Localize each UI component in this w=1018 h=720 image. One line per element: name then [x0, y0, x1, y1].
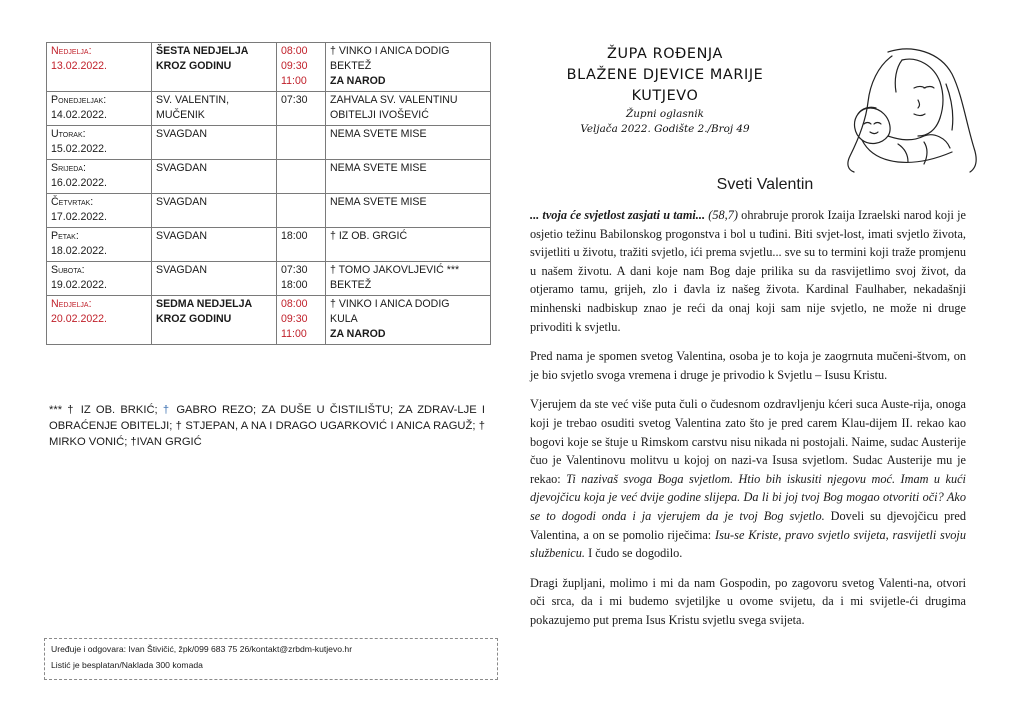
note-text-2: GABRO REZO; ZA DUŠE U ČISTILIŠTU; ZA ZDRAV-LJE I OBRAĆENJE OBITELJI; † STJEPAN, A NA I DRAGO UGARKOVIĆ I ANICA RAGUŽ; † MIRKO VONIĆ; †IVAN GRGIĆ	[49, 404, 485, 448]
article-paragraph-3	[530, 395, 966, 562]
liturgy-label: ŠESTA NEDJELJA	[156, 45, 249, 57]
schedule-row	[47, 126, 491, 160]
liturgy-cell	[152, 126, 277, 160]
liturgy-cell	[152, 194, 277, 228]
intention-text: ZA NAROD	[330, 75, 386, 87]
article-paragraph-4: Dragi župljani, molimo i mi da nam Gospodin, po zagovoru svetog Valenti-na, otvori oči srca, da i mi budemo svjetiljke u ovome svijetu, da i mi svijetle-ći drugima pokazujemo put prema Isus Kristu svjetlu svega svijeta.	[530, 575, 966, 627]
schedule-row	[47, 92, 491, 126]
weekday-label: Nedjelja:	[51, 45, 92, 57]
article-body	[530, 206, 966, 629]
valentine-prayer: Isu-se Kriste, pravo svjetlo svijeta, rasvijetli svoju službenicu.	[530, 527, 966, 561]
editor-line: Uređuje i odgovara: Ivan Štivičić, žpk/099 683 75 26/kontakt@zrbdm-kutjevo.hr	[51, 644, 353, 654]
day-cell	[47, 92, 152, 126]
liturgy-cell	[152, 262, 277, 296]
intention-text: BEKTEŽ	[330, 279, 372, 291]
weekday-label: Utorak:	[51, 128, 86, 140]
time-cell	[277, 92, 326, 126]
parish-header	[545, 44, 785, 137]
mass-intentions-note	[49, 402, 485, 450]
date-label: 15.02.2022.	[51, 143, 107, 155]
mass-time: 11:00	[281, 328, 307, 340]
intention-cell	[326, 43, 491, 92]
isaiah-reference: (58,7)	[705, 208, 738, 222]
liturgy-cell	[152, 92, 277, 126]
weekday-label: Četvrtak:	[51, 196, 94, 208]
time-cell	[277, 262, 326, 296]
mass-time: 07:30	[281, 94, 308, 106]
intention-text: OBITELJI IVOŠEVIĆ	[330, 109, 429, 121]
intention-text: NEMA SVETE MISE	[330, 196, 427, 208]
parish-name-line-2: BLAŽENE DJEVICE MARIJE	[566, 67, 764, 83]
liturgy-label: MUČENIK	[156, 109, 205, 121]
day-cell	[47, 296, 152, 345]
mass-time: 08:00	[281, 298, 308, 310]
liturgy-label: SVAGDAN	[156, 230, 208, 242]
liturgy-label: SVAGDAN	[156, 196, 208, 208]
print-run-line: Listić je besplatan/Naklada 300 komada	[51, 660, 203, 670]
date-label: 18.02.2022.	[51, 245, 107, 257]
schedule-row	[47, 160, 491, 194]
schedule-row	[47, 228, 491, 262]
intention-cell	[326, 92, 491, 126]
liturgy-label: SVAGDAN	[156, 128, 208, 140]
day-cell	[47, 262, 152, 296]
paragraph-3-text-e: I čudo se dogodilo.	[585, 546, 683, 561]
day-cell	[47, 160, 152, 194]
time-cell	[277, 228, 326, 262]
intention-text: ZAHVALA SV. VALENTINU	[330, 94, 458, 106]
day-cell	[47, 194, 152, 228]
mass-time: 07:30	[281, 264, 308, 276]
intention-text: NEMA SVETE MISE	[330, 128, 427, 140]
time-cell	[277, 43, 326, 92]
intention-cell	[326, 262, 491, 296]
date-label: 13.02.2022.	[51, 60, 107, 72]
mass-time: 11:00	[281, 75, 307, 87]
weekday-label: Srijeda:	[51, 162, 86, 174]
liturgy-label: SVAGDAN	[156, 162, 208, 174]
liturgy-label: SEDMA NEDJELJA	[156, 298, 253, 310]
weekday-label: Petak:	[51, 230, 79, 242]
weekday-label: Subota:	[51, 264, 85, 276]
isaiah-quote: ... tvoja će svjetlost zasjati u tami...	[530, 208, 706, 222]
day-cell	[47, 228, 152, 262]
schedule-row	[47, 262, 491, 296]
schedule-row	[47, 194, 491, 228]
intention-cell	[326, 126, 491, 160]
intention-cell	[326, 228, 491, 262]
mass-time: 09:30	[281, 313, 308, 325]
day-cell	[47, 43, 152, 92]
note-text-1: *** † IZ OB. BRKIĆ;	[49, 404, 163, 416]
intention-text: KULA	[330, 313, 358, 325]
mass-time: 18:00	[281, 279, 308, 291]
mass-time: 18:00	[281, 230, 308, 242]
paragraph-3-text-c: Doveli su djevojčicu pred Valentina, a on se pomolio riječima:	[530, 508, 966, 542]
parish-name-line-1: ŽUPA ROĐENJA	[607, 46, 723, 62]
date-label: 19.02.2022.	[51, 279, 107, 291]
parish-name-line-3: KUTJEVO	[631, 88, 699, 104]
weekday-label: Nedjelja:	[51, 298, 92, 310]
liturgy-cell	[152, 43, 277, 92]
intention-cell	[326, 160, 491, 194]
liturgy-cell	[152, 160, 277, 194]
liturgy-label: KROZ GODINU	[156, 313, 232, 325]
intention-text: † VINKO I ANICA DODIG	[330, 298, 450, 310]
madonna-and-child-icon	[828, 44, 980, 174]
time-cell	[277, 194, 326, 228]
intention-text: † IZ OB. GRGIĆ	[330, 230, 408, 242]
date-label: 16.02.2022.	[51, 177, 107, 189]
intention-text: ZA NAROD	[330, 328, 386, 340]
schedule-row	[47, 43, 491, 92]
intention-text: BEKTEŽ	[330, 60, 372, 72]
time-cell	[277, 126, 326, 160]
schedule-row	[47, 296, 491, 345]
liturgy-cell	[152, 228, 277, 262]
date-label: 17.02.2022.	[51, 211, 107, 223]
time-cell	[277, 296, 326, 345]
article-paragraph-1	[530, 206, 966, 336]
date-label: 20.02.2022.	[51, 313, 107, 325]
weekday-label: Ponedjeljak:	[51, 94, 107, 106]
bulletin-subtitle: Župni oglasnik	[626, 108, 704, 120]
issue-info: Veljača 2022. Godište 2./Broj 49	[580, 123, 750, 135]
mass-time: 08:00	[281, 45, 308, 57]
paragraph-3-text-a: Vjerujem da ste već više puta čuli o čudesnom ozdravljenju kćeri suca Auste-rija, onoga koji je trebao osuditi svetog Valentina zato što je pred carem Klau-dijem II. rekao kao bogovi koje se štuje u Rimskom carstvu nisu nikada ni postojali. Naime, sudac Austerije čuo je Valentinovu molitvu u kojoj on nazi-va Isusa svjetlom. Sudac Austerije mu je rekao:	[530, 397, 966, 486]
liturgy-cell	[152, 296, 277, 345]
time-cell	[277, 160, 326, 194]
date-label: 14.02.2022.	[51, 109, 107, 121]
footer-box	[44, 638, 498, 680]
liturgy-label: KROZ GODINU	[156, 60, 232, 72]
day-cell	[47, 126, 152, 160]
article-title: Sveti Valentin	[716, 176, 814, 193]
liturgy-label: SV. VALENTIN,	[156, 94, 230, 106]
mass-time: 09:30	[281, 60, 308, 72]
mass-schedule-table	[46, 42, 491, 345]
paragraph-1-text: ohrabruje prorok Izaija Izraelski narod koji je osjetio težinu Babilonskog progonstva i bol u tuđini. Biti svjet-lost, imati svjetlo života, svijetliti u životu, tražiti svjetlo, ići prema svjetlu... sve su to termini koji traže promjenu u našem životu. A dani koje nam Bog daje prilika su da rasvijetlimo svoj život, da otjeramo tamu, grijeh, zlo i đavla iz našeg života. Kardinal Faulhaber, nekadašnji minhenski nadbiskup znao je reći da onaj koji sam nije svjetlo, ne može ni druge privoditi k svjetlu.	[530, 208, 966, 334]
intention-cell	[326, 296, 491, 345]
intention-cell	[326, 194, 491, 228]
intention-text: NEMA SVETE MISE	[330, 162, 427, 174]
cross-icon: †	[162, 404, 172, 416]
intention-text: † VINKO I ANICA DODIG	[330, 45, 450, 57]
article-paragraph-2: Pred nama je spomen svetog Valentina, osoba je to koja je zaogrnuta mučeni-štvom, on je bio svjetlo svoga vremena i druge je privodio k Svjetlu – Isusu Kristu.	[530, 349, 966, 382]
liturgy-label: SVAGDAN	[156, 264, 208, 276]
judge-quote: Ti nazivaš svoga Boga svjetlom. Htio bih iskusiti njegovu moć. Imam u kući djevojčicu koja je već dvije godine slijepa. Da li bi joj tvoj Bog mogao otvoriti oči? Ako se to dogodi onda i ja vjerujem da je tvoj Bog svjetlo.	[530, 471, 966, 523]
intention-text: † TOMO JAKOVLJEVIĆ ***	[330, 264, 460, 276]
